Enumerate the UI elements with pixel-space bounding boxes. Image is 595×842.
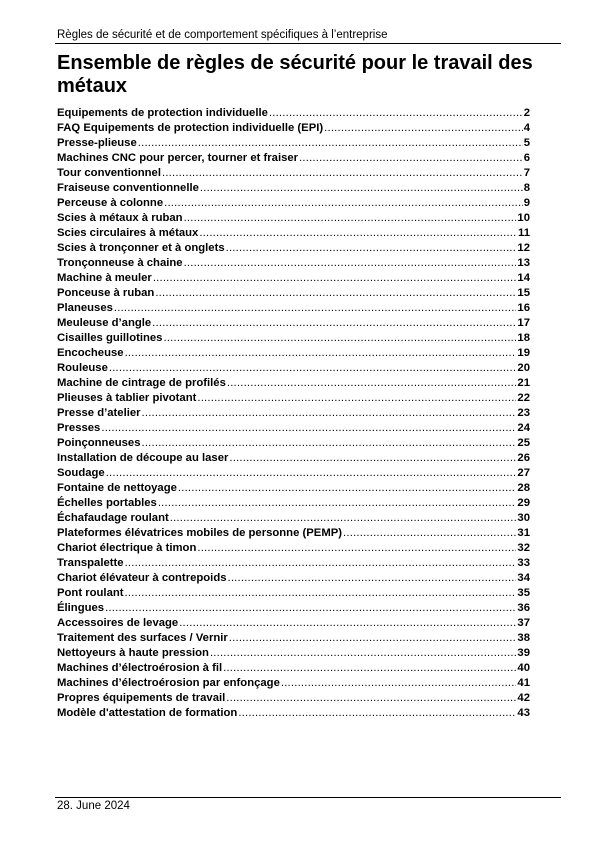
toc-entry[interactable] [57,346,530,361]
toc-entry[interactable] [57,661,530,676]
toc-entry-page-number: 21 [517,377,530,389]
toc-entry[interactable] [57,256,530,271]
toc-entry-label: Machines d’électroérosion à fil [57,662,223,674]
toc-entry-page-number: 6 [523,152,530,164]
toc-entry-page-number: 12 [517,242,530,254]
toc-dot-leader [101,421,516,436]
toc-dot-leader [228,571,517,586]
table-of-contents [57,106,530,721]
toc-entry-label: Perceuse à colonne [57,197,164,209]
toc-entry[interactable] [57,136,530,151]
toc-entry-label: Cisailles guillotines [57,332,163,344]
toc-entry[interactable] [57,436,530,451]
toc-entry-page-number: 37 [517,617,530,629]
toc-entry[interactable] [57,361,530,376]
toc-entry-label: Ponceuse à ruban [57,287,155,299]
toc-entry-page-number: 33 [517,557,530,569]
running-header: Règles de sécurité et de comportement spécifiques à l’entreprise [57,29,388,41]
toc-dot-leader [125,556,517,571]
toc-entry-page-number: 7 [523,167,530,179]
toc-entry-page-number: 41 [517,677,530,689]
toc-entry-label: Installation de découpe au laser [57,452,229,464]
footer-divider [55,797,561,798]
toc-dot-leader [229,631,517,646]
toc-entry-label: Propres équipements de travail [57,692,226,704]
toc-entry[interactable] [57,586,530,601]
toc-entry[interactable] [57,211,530,226]
toc-entry[interactable] [57,286,530,301]
toc-entry-page-number: 2 [523,107,530,119]
toc-entry[interactable] [57,121,530,136]
toc-entry-label: Échafaudage roulant [57,512,169,524]
toc-entry-page-number: 30 [517,512,530,524]
toc-entry-label: Transpalette [57,557,124,569]
page-title: Ensemble de règles de sécurité pour le travail des métaux [57,52,533,97]
toc-dot-leader [227,376,517,391]
toc-entry[interactable] [57,511,530,526]
toc-entry[interactable] [57,676,530,691]
toc-entry-label: Machines CNC pour percer, tourner et fraiser [57,152,299,164]
toc-dot-leader [152,316,516,331]
toc-entry[interactable] [57,301,530,316]
toc-dot-leader [114,301,517,316]
toc-entry[interactable] [57,196,530,211]
toc-entry-page-number: 18 [517,332,530,344]
toc-entry[interactable] [57,451,530,466]
toc-dot-leader [184,256,517,271]
toc-entry-page-number: 43 [517,707,530,719]
toc-entry[interactable] [57,496,530,511]
toc-dot-leader [197,391,516,406]
toc-entry-label: Tour conventionnel [57,167,161,179]
toc-entry[interactable] [57,241,530,256]
toc-entry[interactable] [57,226,530,241]
toc-entry-label: Scies à tronçonner et à onglets [57,242,225,254]
toc-dot-leader [158,496,517,511]
toc-entry-label: Fontaine de nettoyage [57,482,177,494]
toc-entry-page-number: 9 [523,197,530,209]
toc-entry-page-number: 26 [517,452,530,464]
toc-entry[interactable] [57,421,530,436]
toc-entry-label: Meuleuse d’angle [57,317,152,329]
toc-dot-leader [138,136,523,151]
toc-dot-leader [178,481,517,496]
toc-entry-label: Scies à métaux à ruban [57,212,183,224]
toc-entry-label: Traitement des surfaces / Vernir [57,632,228,644]
toc-dot-leader [324,121,523,136]
toc-entry-page-number: 14 [517,272,530,284]
toc-dot-leader [226,691,516,706]
toc-entry-label: Fraiseuse conventionnelle [57,182,199,194]
toc-entry-page-number: 4 [523,122,530,134]
footer-date: 28. June 2024 [57,800,130,812]
toc-entry-label: Machines d’électroérosion par enfonçage [57,677,280,689]
toc-dot-leader [299,151,523,166]
toc-entry[interactable] [57,706,530,721]
toc-dot-leader [238,706,516,721]
toc-dot-leader [153,271,517,286]
toc-entry-label: Chariot électrique à timon [57,542,197,554]
toc-entry[interactable] [57,526,530,541]
toc-entry[interactable] [57,166,530,181]
toc-entry-page-number: 15 [517,287,530,299]
toc-entry-page-number: 17 [517,317,530,329]
toc-entry-page-number: 20 [517,362,530,374]
toc-entry[interactable] [57,481,530,496]
toc-dot-leader [142,436,517,451]
toc-entry-label: Pont roulant [57,587,124,599]
toc-dot-leader [199,226,517,241]
toc-entry-label: Soudage [57,467,105,479]
toc-entry-label: Plateformes élévatrices mobiles de personne (PEMP) [57,527,343,539]
toc-dot-leader [170,511,517,526]
toc-entry-label: Nettoyeurs à haute pression [57,647,209,659]
toc-dot-leader [281,676,517,691]
toc-entry-page-number: 13 [517,257,530,269]
toc-entry-page-number: 36 [517,602,530,614]
toc-entry-label: Tronçonneuse à chaine [57,257,183,269]
toc-entry-label: Chariot élévateur à contrepoids [57,572,227,584]
toc-dot-leader [142,406,517,421]
toc-entry[interactable] [57,406,530,421]
toc-entry-label: Machine à meuler [57,272,152,284]
toc-entry-page-number: 24 [517,422,530,434]
toc-entry[interactable] [57,646,530,661]
toc-dot-leader [164,196,523,211]
toc-entry-page-number: 31 [517,527,530,539]
toc-entry[interactable] [57,316,530,331]
toc-entry-page-number: 27 [517,467,530,479]
toc-entry-page-number: 22 [517,392,530,404]
toc-entry[interactable] [57,181,530,196]
toc-entry[interactable] [57,556,530,571]
toc-entry[interactable] [57,541,530,556]
toc-entry-label: Presse d’atelier [57,407,141,419]
toc-dot-leader [223,661,516,676]
toc-dot-leader [163,331,516,346]
toc-dot-leader [226,241,517,256]
toc-entry-page-number: 10 [517,212,530,224]
toc-entry-page-number: 39 [517,647,530,659]
toc-entry-label: Scies circulaires à métaux [57,227,199,239]
toc-entry-label: Presse-plieuse [57,137,137,149]
toc-entry-page-number: 32 [517,542,530,554]
toc-entry-page-number: 42 [517,692,530,704]
toc-entry-page-number: 5 [523,137,530,149]
toc-dot-leader [109,361,517,376]
toc-entry[interactable] [57,571,530,586]
toc-dot-leader [229,451,516,466]
toc-dot-leader [106,466,517,481]
toc-dot-leader [125,346,517,361]
toc-entry-label: Planeuses [57,302,113,314]
toc-entry-label: Encocheuse [57,347,124,359]
toc-entry[interactable] [57,106,530,121]
toc-entry-page-number: 19 [517,347,530,359]
toc-entry-page-number: 29 [517,497,530,509]
toc-dot-leader [197,541,516,556]
toc-entry[interactable] [57,616,530,631]
toc-entry[interactable] [57,466,530,481]
toc-entry-label: Élingues [57,602,105,614]
toc-dot-leader [343,526,516,541]
toc-entry-page-number: 40 [517,662,530,674]
toc-entry-label: Presses [57,422,101,434]
toc-dot-leader [184,211,517,226]
toc-dot-leader [155,286,516,301]
toc-dot-leader [162,166,523,181]
toc-entry[interactable] [57,691,530,706]
toc-entry-label: Échelles portables [57,497,157,509]
toc-entry-label: Modèle d'attestation de formation [57,707,238,719]
toc-entry[interactable] [57,331,530,346]
toc-dot-leader [210,646,516,661]
toc-entry-page-number: 35 [517,587,530,599]
toc-entry[interactable] [57,391,530,406]
toc-entry-page-number: 11 [518,227,530,239]
toc-entry-label: Machine de cintrage de profilés [57,377,226,389]
toc-entry-label: Poinçonneuses [57,437,141,449]
toc-entry-page-number: 16 [517,302,530,314]
toc-dot-leader [200,181,523,196]
header-divider [55,43,561,44]
toc-dot-leader [179,616,516,631]
toc-entry-page-number: 28 [517,482,530,494]
toc-entry-page-number: 38 [517,632,530,644]
toc-entry-page-number: 25 [517,437,530,449]
toc-entry-page-number: 34 [517,572,530,584]
toc-entry[interactable] [57,271,530,286]
toc-entry[interactable] [57,601,530,616]
toc-entry[interactable] [57,376,530,391]
toc-entry-label: FAQ Equipements de protection individuelle (EPI) [57,122,324,134]
toc-entry-label: Plieuses à tablier pivotant [57,392,197,404]
toc-dot-leader [125,586,517,601]
toc-entry-label: Equipements de protection individuelle [57,107,268,119]
toc-dot-leader [269,106,523,121]
toc-entry[interactable] [57,151,530,166]
toc-dot-leader [105,601,516,616]
toc-entry-page-number: 23 [517,407,530,419]
toc-entry-page-number: 8 [523,182,530,194]
toc-entry-label: Rouleuse [57,362,108,374]
toc-entry-label: Accessoires de levage [57,617,179,629]
toc-entry[interactable] [57,631,530,646]
